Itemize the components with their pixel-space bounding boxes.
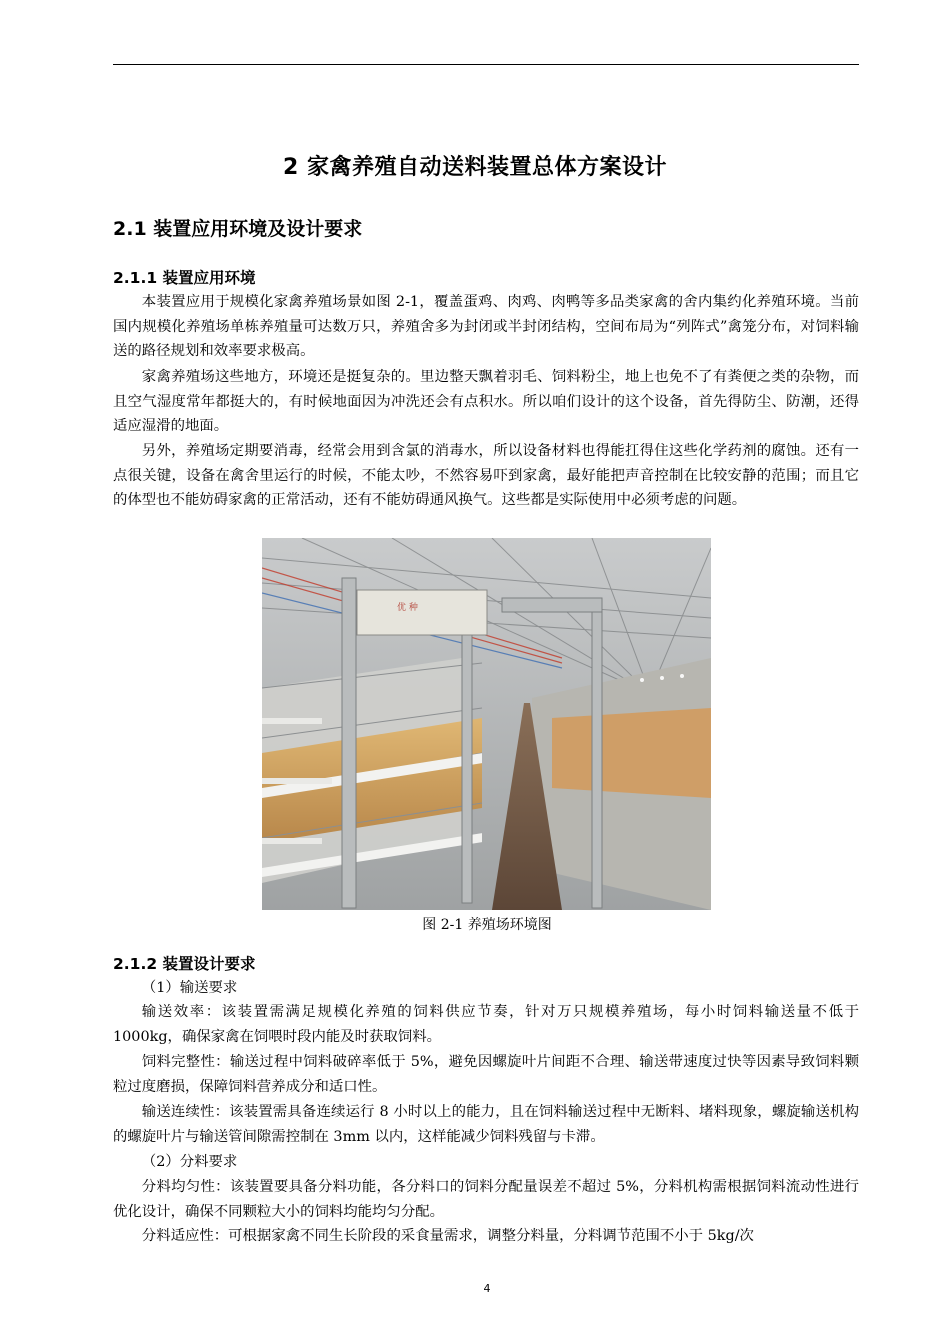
paragraph-conveying-requirements-heading: （1）输送要求 (141, 980, 238, 996)
paragraph-environment-disinfection: 另外，养殖场定期要消毒，经常会用到含氯的消毒水，所以设备材料也得能扛得住这些化学药剂的腐蚀。还有一点很关键，设备在禽舍里运行的时候，不能太吵，不然容易吓到家禽，最好能把声音控制在比较安静的范围；而且它的体型也不能妨碍家禽的正常活动，还有不能妨碍通风换气。这些都是实际使用中必须考虑的问题。 (113, 443, 859, 509)
poultry-farm-photo (262, 538, 711, 910)
header-rule (113, 64, 859, 65)
paragraph-environment-complexity: 家禽养殖场这些地方，环境还是挺复杂的。里边整天飘着羽毛、饲料粉尘，地上也免不了有粪便之类的杂物，而且空气湿度常年都挺大的，有时候地面因为冲洗还会有点积水。所以咱们设计的这个设备，首先得防尘、防潮，还得适应湿滑的地面。 (113, 369, 859, 435)
photo-sign-text: 优 种 (397, 603, 418, 613)
paragraph-environment-intro: 本装置应用于规模化家禽养殖场景如图 2-1，覆盖蛋鸡、肉鸡、肉鸭等多品类家禽的舍内集约化养殖环境。当前国内规模化养殖场单栋养殖量可达数万只，养殖舍多为封闭或半封闭结构，空间布局为“列阵式”禽笼分布，对饲料输送的路径规划和效率要求极高。 (113, 294, 859, 360)
paragraph-distribution-uniformity: 分料均匀性：该装置要具备分料功能，各分料口的饲料分配量误差不超过 5%，分料机构需根据饲料流动性进行优化设计，确保不同颗粒大小的饲料均能均匀分配。 (113, 1179, 859, 1220)
figure-caption: 图 2-1 养殖场环境图 (422, 917, 552, 933)
subsection-title-design-requirements: 2.1.2 装置设计要求 (113, 955, 256, 973)
subsection-title-application-environment: 2.1.1 装置应用环境 (113, 269, 256, 287)
paragraph-conveying-efficiency: 输送效率：该装置需满足规模化养殖的饲料供应节奏，针对万只规模养殖场，每小时饲料输送量不低于 1000kg，确保家禽在饲喂时段内能及时获取饲料。 (113, 1004, 859, 1045)
paragraph-conveying-continuity: 输送连续性：该装置需具备连续运行 8 小时以上的能力，且在饲料输送过程中无断料、堵料现象，螺旋输送机构的螺旋叶片与输送管间隙需控制在 3mm 以内，这样能减少饲料残留与卡滞。 (113, 1104, 859, 1145)
paragraph-distribution-requirements-heading: （2）分料要求 (141, 1154, 238, 1170)
paragraph-distribution-adaptability: 分料适应性：可根据家禽不同生长阶段的采食量需求，调整分料量，分料调节范围不小于 5kg/次 (141, 1228, 754, 1244)
paragraph-feed-integrity: 饲料完整性：输送过程中饲料破碎率低于 5%，避免因螺旋叶片间距不合理、输送带速度过快等因素导致饲料颗粒过度磨损，保障饲料营养成分和适口性。 (113, 1054, 859, 1095)
section-title: 2.1 装置应用环境及设计要求 (113, 218, 363, 240)
page-number: 4 (483, 1282, 491, 1295)
chapter-title: 2 家禽养殖自动送料装置总体方案设计 (283, 155, 667, 180)
